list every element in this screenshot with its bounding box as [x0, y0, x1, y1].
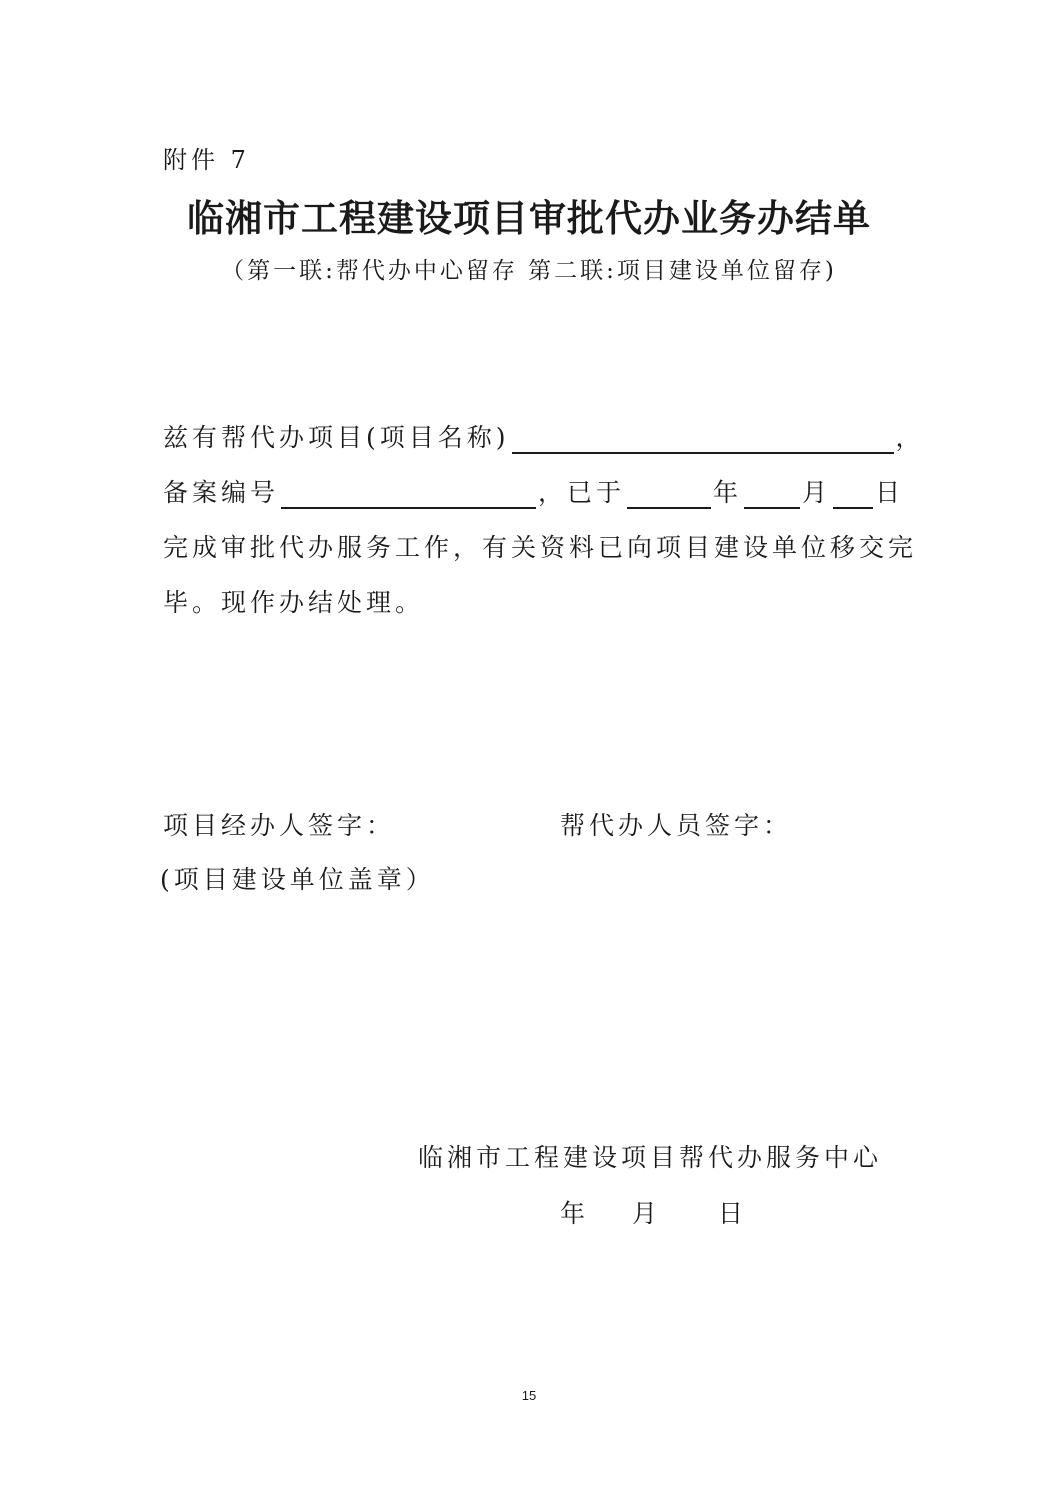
document-subtitle: （第一联:帮代办中心留存 第二联:项目建设单位留存): [221, 258, 837, 284]
footer-year-label: 年: [560, 1199, 586, 1228]
project-name-blank: [512, 422, 894, 454]
helper-signature-label: 帮代办人员签字：: [560, 811, 793, 840]
footer-day-label: 日: [718, 1199, 744, 1228]
project-handler-signature-label: 项目经办人签字：: [163, 811, 396, 840]
record-number-line: [163, 473, 904, 509]
project-seal-label: (项目建设单位盖章）: [160, 865, 435, 894]
completed-on-label: ，已于: [538, 478, 626, 507]
day-label: 日: [875, 478, 905, 507]
record-number-label: 备案编号: [163, 478, 280, 507]
month-label: 月: [802, 478, 832, 507]
day-blank: [833, 477, 873, 509]
attachment-label: 附件 7: [163, 146, 250, 174]
page-number: 15: [521, 1388, 537, 1403]
service-center-name: 临湘市工程建设项目帮代办服务中心: [418, 1143, 883, 1172]
project-name-label: 兹有帮代办项目(项目名称): [163, 423, 510, 452]
body-text-line-3: 完成审批代办服务工作，有关资料已向项目建设单位移交完: [163, 533, 918, 562]
year-label: 年: [713, 478, 743, 507]
body-text-line-4: 毕。现作办结处理。: [163, 588, 425, 617]
document-title: 临湘市工程建设项目审批代办业务办结单: [187, 197, 871, 240]
project-name-line: [163, 418, 925, 454]
record-number-blank: [281, 477, 536, 509]
month-blank: [744, 477, 800, 509]
year-blank: [627, 477, 711, 509]
comma: ，: [895, 423, 925, 452]
footer-month-label: 月: [632, 1199, 658, 1228]
